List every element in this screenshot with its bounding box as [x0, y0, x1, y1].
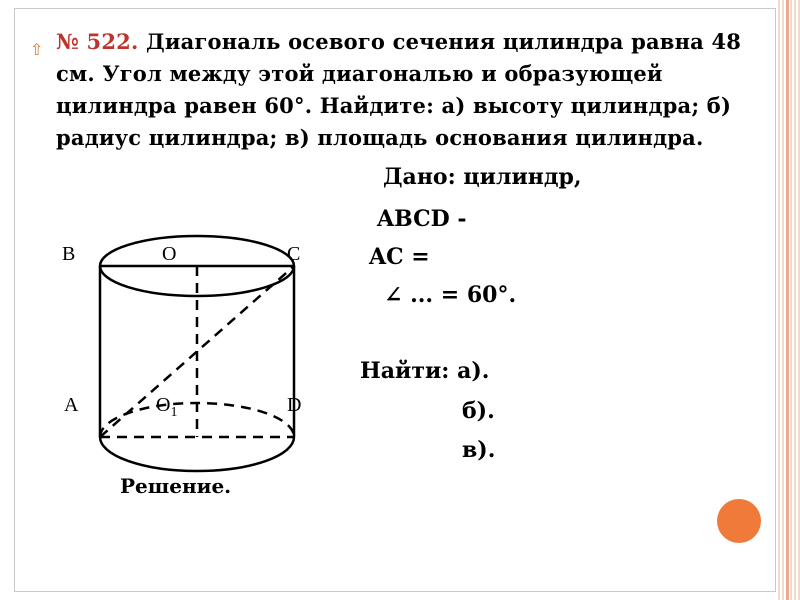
- given-line-1: Дано: цилиндр,: [383, 164, 582, 190]
- label-C: C: [287, 243, 301, 265]
- given-line-2: ABCD -: [377, 206, 467, 232]
- label-O: O: [162, 243, 177, 265]
- label-D: D: [287, 394, 302, 416]
- problem-text: Диагональ осевого сечения цилиндра равна 48 см. Угол между этой диагональю и образующей цилиндра равен 60°. Найдите: а) высоту цилиндра; б) радиус цилиндра; в) площадь основания цилиндра.: [56, 29, 742, 150]
- given-line-4: ∠ ... = 60°.: [384, 282, 517, 308]
- given-line-3: AC =: [369, 244, 430, 270]
- bottom-base-front-arc: [100, 437, 294, 471]
- find-line-2: б).: [462, 398, 495, 424]
- solution-label: Решение.: [120, 474, 232, 498]
- label-A: A: [64, 394, 79, 416]
- bullet-icon: ⇧: [30, 40, 44, 59]
- problem-number: № 522.: [56, 29, 139, 54]
- find-line-3: в).: [462, 437, 496, 463]
- label-O1: $O_1$: [156, 394, 178, 420]
- find-line-1: Найти: а).: [360, 358, 490, 384]
- label-B: B: [62, 243, 76, 265]
